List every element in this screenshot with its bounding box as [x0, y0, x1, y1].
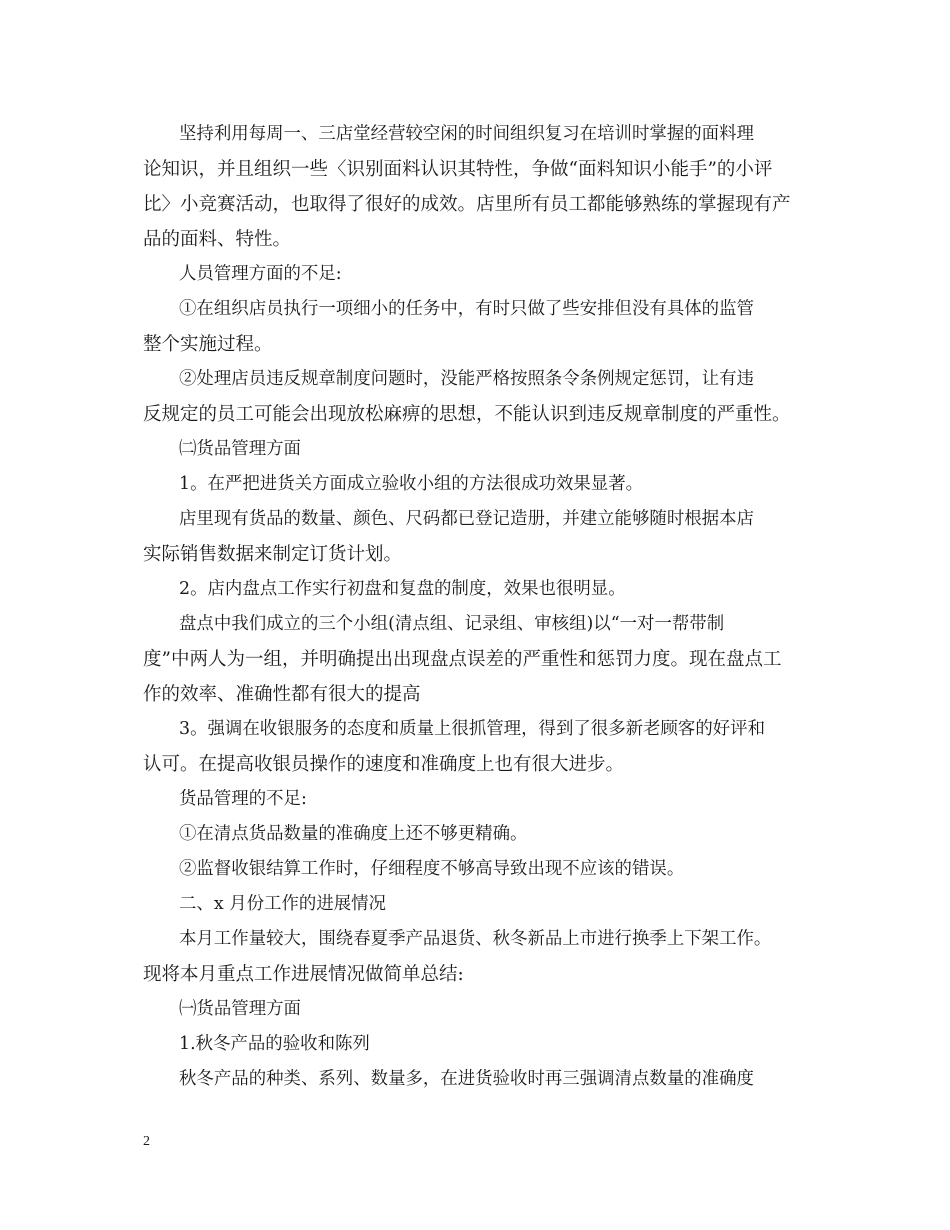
text-line: 实际销售数据来制定订货计划。	[143, 544, 403, 565]
text-line: 论知识，并且组织一些〈识别面料认识其特性，争做“面料知识小能手”的小评	[143, 159, 773, 180]
text-line: 2。店内盘点工作实行初盘和复盘的制度，效果也很明显。	[179, 579, 626, 599]
text-line: ㈠货品管理方面	[179, 999, 301, 1019]
text-line: 3。强调在收银服务的态度和质量上很抓管理，得到了很多新老顾客的好评和	[179, 719, 766, 739]
text-line: 整个实施过程。	[143, 334, 273, 355]
body-text	[143, 117, 823, 1097]
text-line: 现将本月重点工作进展情况做简单总结:	[143, 964, 464, 985]
text-line: 1。在严把进货关方面成立验收小组的方法很成功效果显著。	[179, 474, 644, 494]
text-line: 认可。在提高收银员操作的速度和准确度上也有很大进步。	[143, 754, 625, 775]
text-line: 二、x 月份工作的进展情况	[179, 894, 387, 914]
text-line: 盘点中我们成立的三个小组(清点组、记录组、审核组)以“一对一帮带制	[179, 614, 725, 634]
text-line: 坚持利用每周一、三店堂经营较空闲的时间组织复习在培训时掌握的面料理	[179, 124, 754, 144]
text-line: ②监督收银结算工作时，仔细程度不够高导致出现不应该的错误。	[179, 859, 685, 879]
text-line: 秋冬产品的种类、系列、数量多，在进货验收时再三强调清点数量的准确度	[179, 1069, 754, 1089]
page-number: 2	[143, 1134, 150, 1149]
text-line: ㈡货品管理方面	[179, 439, 301, 459]
text-line: ①在组织店员执行一项细小的任务中，有时只做了些安排但没有具体的监管	[179, 299, 754, 319]
text-line: 本月工作量较大，围绕春夏季产品退货、秋冬新品上市进行换季上下架工作。	[179, 929, 772, 949]
text-line: 品的面料、特性。	[143, 229, 292, 250]
text-line: 度”中两人为一组，并明确提出出现盘点误差的严重性和惩罚力度。现在盘点工	[143, 649, 782, 670]
text-line: 作的效率、准确性都有很大的提高	[143, 684, 421, 705]
text-line: ②处理店员违反规章制度问题时，没能严格按照条令条例规定惩罚，让有违	[179, 369, 754, 389]
text-line: 人员管理方面的不足:	[179, 264, 342, 284]
text-line: 反规定的员工可能会出现放松麻痹的思想，不能认识到违反规章制度的严重性。	[143, 404, 791, 425]
text-line: 货品管理的不足:	[179, 789, 307, 809]
text-line: ①在清点货品数量的准确度上还不够更精确。	[179, 824, 528, 844]
text-line: 1.秋冬产品的验收和陈列	[179, 1034, 370, 1054]
text-line: 店里现有货品的数量、颜色、尺码都已登记造册，并建立能够随时根据本店	[179, 509, 754, 529]
text-line: 比〉小竞赛活动，也取得了很好的成效。店里所有员工都能够熟练的掌握现有产	[143, 194, 791, 215]
